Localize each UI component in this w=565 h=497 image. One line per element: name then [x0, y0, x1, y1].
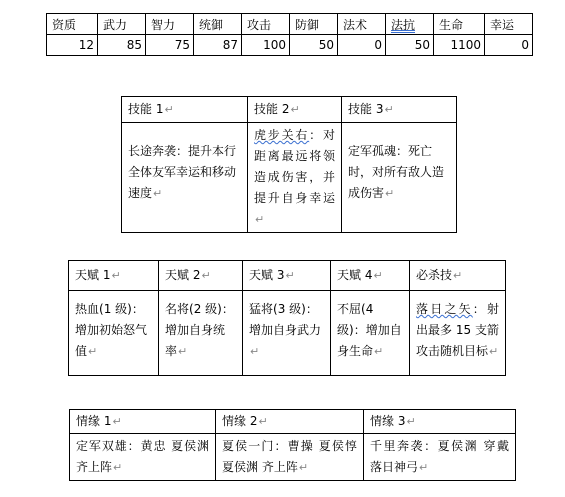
- bond-header: 情缘 2↵: [216, 410, 364, 434]
- stat-value: 50: [290, 35, 338, 56]
- stat-value: 1100: [434, 35, 485, 56]
- stat-header: 生命: [434, 14, 485, 35]
- stat-value: 50: [386, 35, 434, 56]
- stats-header-row: [47, 14, 533, 35]
- bond-header: 情缘 3↵: [364, 410, 516, 434]
- skills-body-row: [122, 123, 457, 233]
- stat-value: 0: [485, 35, 533, 56]
- skill-name: 虎步关右: [254, 128, 310, 142]
- talent-header: 天赋 3↵: [243, 261, 331, 291]
- stat-value: 87: [194, 35, 242, 56]
- talents-table: [68, 260, 506, 376]
- stat-value: 12: [47, 35, 98, 56]
- skills-header-row: [122, 97, 457, 123]
- stat-header: 法术: [338, 14, 386, 35]
- ultimate-name: 落日之矢: [416, 302, 473, 316]
- stat-header: 统御: [194, 14, 242, 35]
- skill-description: 定军孤魂：死亡时，对所有敌人造成伤害↵: [342, 123, 457, 233]
- talents-header-row: [69, 261, 506, 291]
- stat-value: 85: [98, 35, 146, 56]
- skill-header: 技能 1↵: [122, 97, 248, 123]
- bonds-header-row: [70, 410, 516, 434]
- talent-header: 天赋 4↵: [331, 261, 410, 291]
- stat-header: 智力: [146, 14, 194, 35]
- stat-value: 0: [338, 35, 386, 56]
- stat-value: 100: [242, 35, 290, 56]
- stats-table: [46, 13, 533, 56]
- skill-description: 虎步关右：对距离最远将领造成伤害，并提升自身幸运↵: [248, 123, 342, 233]
- bond-description: 千里奔袭：夏侯渊 穿戴 落日神弓↵: [364, 434, 516, 481]
- talent-header: 天赋 1↵: [69, 261, 159, 291]
- stats-value-row: [47, 35, 533, 56]
- bonds-table: [69, 409, 516, 481]
- talent-description: 热血(1 级)：增加初始怒气值↵: [69, 291, 159, 376]
- bond-description: 定军双雄：黄忠 夏侯渊 齐上阵↵: [70, 434, 216, 481]
- talent-description: 落日之矢：射出最多 15 支箭攻击随机目标↵: [410, 291, 506, 376]
- stat-header: 防御: [290, 14, 338, 35]
- talent-description: 名将(2 级)：增加自身统率↵: [159, 291, 243, 376]
- stat-header: 攻击: [242, 14, 290, 35]
- stat-value: 75: [146, 35, 194, 56]
- talent-description: 不屈(4 级)：增加自身生命↵: [331, 291, 410, 376]
- stat-header: 幸运: [485, 14, 533, 35]
- skills-table: [121, 96, 457, 233]
- skill-description: 长途奔袭：提升本行全体友军幸运和移动速度↵: [122, 123, 248, 233]
- bond-description: 夏侯一门：曹操 夏侯惇 夏侯渊 齐上阵↵: [216, 434, 364, 481]
- talents-body-row: [69, 291, 506, 376]
- stat-header: 资质: [47, 14, 98, 35]
- stat-header: 武力: [98, 14, 146, 35]
- skill-name: 长途奔袭: [128, 144, 177, 158]
- skill-header: 技能 2↵: [248, 97, 342, 123]
- skill-name: 定军孤魂: [348, 144, 397, 158]
- skill-header: 技能 3↵: [342, 97, 457, 123]
- talent-description: 猛将(3 级)：增加自身武力↵: [243, 291, 331, 376]
- stat-header: 法抗: [386, 14, 434, 35]
- talent-header: 必杀技↵: [410, 261, 506, 291]
- bonds-body-row: [70, 434, 516, 481]
- bond-header: 情缘 1↵: [70, 410, 216, 434]
- talent-header: 天赋 2↵: [159, 261, 243, 291]
